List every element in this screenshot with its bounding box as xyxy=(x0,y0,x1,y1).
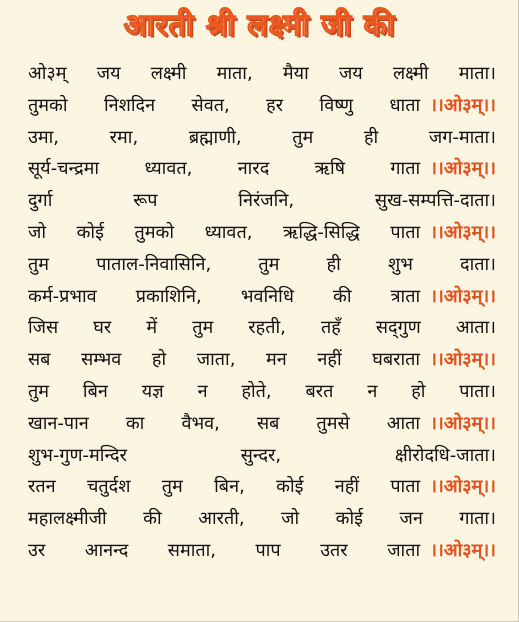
verse-word: तुम xyxy=(292,126,314,148)
verse-word: पाप xyxy=(255,539,281,561)
verse-words xyxy=(28,153,430,185)
verse-word: रतन xyxy=(28,476,56,498)
verse-word: उमा, xyxy=(28,126,60,148)
refrain-om: ।।ओ३म्।। xyxy=(430,285,496,307)
verse-word: जाता, xyxy=(196,349,236,371)
verse-word: तुमको xyxy=(134,221,174,243)
verse-word: नहीं xyxy=(317,349,342,371)
verse-word: सब xyxy=(28,349,51,371)
verse-word: गाता xyxy=(390,158,421,180)
aarti-verses xyxy=(28,58,496,567)
verse-words xyxy=(28,217,430,249)
verse-word: दाता। xyxy=(460,253,496,275)
verse-line xyxy=(28,185,496,217)
verse-word: बरत xyxy=(305,380,334,402)
verse-word: समाता, xyxy=(167,539,217,561)
verse-word: तुम xyxy=(258,253,280,275)
verse-word: शुभ-गुण-मन्दिर xyxy=(28,444,127,466)
verse-word: ध्यावत, xyxy=(144,158,193,180)
refrain-om: ।।ओ३म्।। xyxy=(430,158,496,180)
verse-word: ब्रह्माणी, xyxy=(188,126,242,148)
verse-word: मैया xyxy=(282,63,309,84)
verse-word: जग-माता। xyxy=(428,126,496,148)
verse-line xyxy=(28,281,496,313)
verse-word: हो xyxy=(151,349,167,371)
verse-word: खान-पान xyxy=(28,412,89,434)
verse-word: की xyxy=(333,285,352,307)
verse-word: सुख-सम्पत्ति-दाता। xyxy=(374,190,496,212)
verse-line xyxy=(28,440,496,472)
refrain-om: ।।ओ३म्।। xyxy=(430,412,496,434)
verse-word: बिन xyxy=(82,380,108,402)
verse-word: लक्ष्मी xyxy=(392,63,429,84)
verse-word: घबराता xyxy=(372,349,421,371)
verse-words xyxy=(28,535,430,567)
verse-word: क्षीरोदधि-जाता। xyxy=(394,444,496,466)
verse-word: की xyxy=(143,508,162,530)
refrain-om: ।।ओ३म्।। xyxy=(430,94,496,116)
verse-line xyxy=(28,58,496,90)
verse-word: जो xyxy=(28,221,47,243)
verse-word: जो xyxy=(281,508,300,530)
verse-word: विष्णु xyxy=(319,94,354,116)
verse-word: बिन, xyxy=(214,476,245,498)
verse-line xyxy=(28,344,496,376)
verse-word: ऋषि xyxy=(314,158,346,180)
verse-word: निशदिन xyxy=(103,94,156,116)
verse-word: निरंजनि, xyxy=(238,190,295,212)
verse-word: शुभ xyxy=(387,253,413,275)
verse-words xyxy=(28,90,430,122)
verse-words xyxy=(28,408,430,440)
verse-word: कोई xyxy=(76,221,104,243)
verse-word: ही xyxy=(326,253,341,275)
verse-words xyxy=(28,281,430,313)
verse-word: जन xyxy=(399,508,423,530)
verse-word: उतर xyxy=(320,539,348,561)
verse-word: ही xyxy=(363,126,379,148)
verse-word: प्रकाशिनि, xyxy=(135,285,202,307)
verse-line xyxy=(28,217,496,249)
verse-word: रहती, xyxy=(248,317,286,339)
verse-word: आनन्द xyxy=(84,539,129,561)
verse-line xyxy=(28,312,496,344)
verse-word: आरती, xyxy=(198,508,245,530)
verse-word: रमा, xyxy=(109,126,139,148)
page-title: आरती श्री लक्ष्मी जी की xyxy=(123,8,396,43)
verse-word: गाता। xyxy=(459,508,496,530)
verse-word: दुर्गा xyxy=(28,190,53,212)
verse-word: तुम xyxy=(161,476,183,498)
verse-word: आता xyxy=(386,412,421,434)
verse-word: पाताल-निवासिनि, xyxy=(96,253,212,275)
refrain-om: ।।ओ३म्।। xyxy=(430,221,496,243)
verse-word: माता। xyxy=(458,63,496,84)
verse-word: तहँ xyxy=(320,317,341,339)
verse-word: हर xyxy=(266,94,284,116)
verse-word: वैभव, xyxy=(181,412,220,434)
verse-word: मन xyxy=(266,349,287,371)
verse-word: महालक्ष्मीजी xyxy=(28,508,107,530)
verse-line xyxy=(28,153,496,185)
verse-words xyxy=(28,344,430,376)
verse-word: ओ३म् xyxy=(28,63,67,84)
verse-word: का xyxy=(125,412,145,434)
verse-word: धाता xyxy=(389,94,421,116)
verse-word: तुम xyxy=(192,317,214,339)
refrain-om: ।।ओ३म्।। xyxy=(430,476,496,498)
verse-word: भवनिधि xyxy=(240,285,294,307)
verse-word: त्राता xyxy=(390,285,421,307)
refrain-om: ।।ओ३म्।। xyxy=(430,349,496,371)
verse-line xyxy=(28,90,496,122)
verse-word: सुन्दर, xyxy=(240,444,282,466)
verse-line xyxy=(28,535,496,567)
verse-word: उर xyxy=(28,539,46,561)
verse-word: कोई xyxy=(335,508,363,530)
verse-word: लक्ष्मी xyxy=(150,63,187,84)
refrain-om: ।।ओ३म्।। xyxy=(430,539,496,561)
verse-word: न xyxy=(197,380,208,402)
verse-word: नारद xyxy=(237,158,270,180)
verse-word: तुमको xyxy=(28,94,68,116)
verse-word: माता, xyxy=(216,63,253,84)
verse-word: पाता xyxy=(390,221,421,243)
verse-word: न xyxy=(367,380,378,402)
verse-word: ऋद्धि-सिद्धि xyxy=(283,221,360,243)
verse-word: सेवत, xyxy=(191,94,230,116)
verse-word: सब xyxy=(256,412,280,434)
verse-word: कर्म-प्रभाव xyxy=(28,285,97,307)
verse-word: में xyxy=(146,317,158,339)
verse-line xyxy=(28,503,496,535)
verse-word: होते, xyxy=(241,380,272,402)
verse-word: तुमसे xyxy=(316,412,350,434)
verse-word: आता। xyxy=(455,317,496,339)
verse-line xyxy=(28,122,496,154)
verse-line xyxy=(28,376,496,408)
verse-word: सद्‌गुण xyxy=(375,317,421,339)
verse-words xyxy=(28,471,430,503)
verse-line xyxy=(28,249,496,281)
verse-word: पाता xyxy=(390,476,421,498)
verse-word: जिस xyxy=(28,317,59,339)
verse-word: जय xyxy=(338,63,363,84)
verse-word: कोई xyxy=(276,476,304,498)
verse-word: जाता xyxy=(387,539,421,561)
verse-word: ध्यावत, xyxy=(204,221,253,243)
verse-word: जय xyxy=(96,63,121,84)
verse-word: यज्ञ xyxy=(141,380,164,402)
verse-word: चतुर्दश xyxy=(86,476,131,498)
verse-word: पाता। xyxy=(459,380,496,402)
verse-word: तुम xyxy=(28,253,50,275)
verse-line xyxy=(28,408,496,440)
verse-word: घर xyxy=(93,317,112,339)
verse-word: सूर्य-चन्द्रमा xyxy=(28,158,100,180)
verse-word: हो xyxy=(411,380,426,402)
verse-word: सम्भव xyxy=(81,349,122,371)
verse-word: तुम xyxy=(28,380,50,402)
verse-word: रूप xyxy=(133,190,158,212)
verse-line xyxy=(28,471,496,503)
verse-word: नहीं xyxy=(334,476,359,498)
